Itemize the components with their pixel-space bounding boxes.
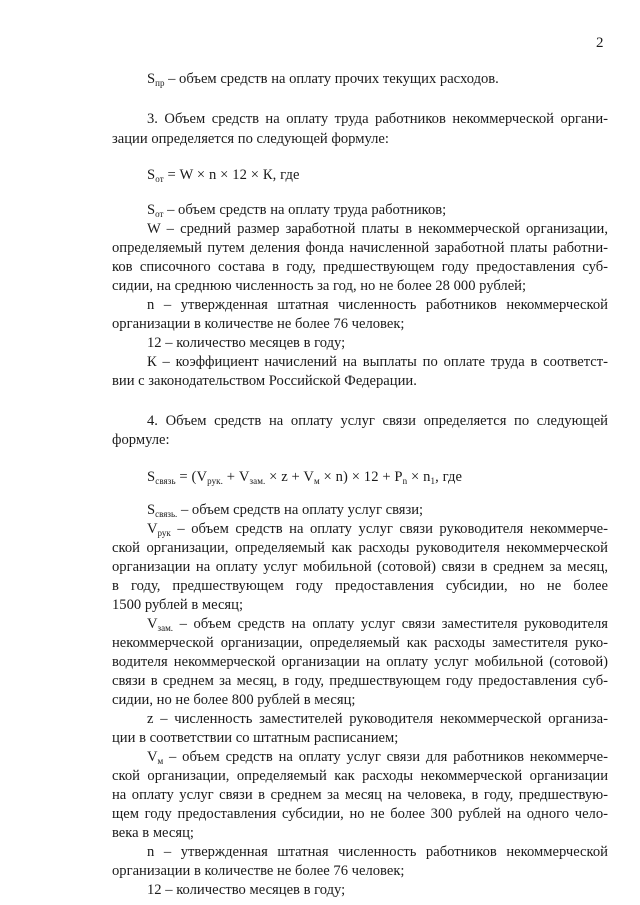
def-v-zam-line2: некоммерческой организации, определяемый как расходы заместителя руко- bbox=[112, 635, 608, 651]
def-v-m-line3: на оплату услуг связи в среднем за месяц на человека, в году, предшествую- bbox=[112, 787, 608, 803]
def-n-line1: n – утвержденная штатная численность работников некоммерческой bbox=[147, 297, 608, 313]
def-w-line3: ков списочного состава в году, предшествующем году предоставления суб- bbox=[112, 259, 608, 275]
def-w-line2: определяемый путем деления фонда начисленной заработной платы работни- bbox=[112, 240, 608, 256]
def-k-line1: К – коэффициент начислений на выплаты по оплате труда в соответст- bbox=[147, 354, 608, 370]
def-v-ruk-line4: в году, предшествующем году предоставления субсидии, но не более bbox=[112, 578, 608, 594]
def-s-ot: $S_{от}$ – объем средств на оплату труда работников; bbox=[147, 202, 447, 219]
def-12: 12 – количество месяцев в году; bbox=[147, 335, 346, 351]
def-w-line4: сидии, на среднюю численность за год, но не более 28 000 рублей; bbox=[112, 278, 527, 294]
def-v-ruk-line5: 1500 рублей в месяц; bbox=[112, 597, 243, 613]
def-v-ruk-line2: ской организации, определяемый как расходы руководителя некоммерческой bbox=[112, 540, 608, 556]
def-v-m-line5: века в месяц; bbox=[112, 825, 194, 841]
def-k-line2: вии с законодательством Российской Федерации. bbox=[112, 373, 417, 389]
def-n-line2: организации в количестве не более 76 человек; bbox=[112, 316, 405, 332]
item3-line2: зации определяется по следующей формуле: bbox=[112, 131, 389, 147]
def-v-zam-line4: связи в среднем за месяц, в году, предшествующем году предоставления суб- bbox=[112, 673, 608, 689]
def-v-ruk-line3: организации на оплату услуг мобильной (сотовой) связи в среднем за месяц, bbox=[112, 559, 608, 575]
def-v-m-line1: $V_м$ – объем средств на оплату услуг связи для работников некоммерче- bbox=[147, 749, 608, 766]
def-w-line1: W – средний размер заработной платы в некоммерческой организации, bbox=[147, 221, 608, 237]
def-n2-line1: n – утвержденная штатная численность работников некоммерческой bbox=[147, 844, 608, 860]
def-12-2: 12 – количество месяцев в году; bbox=[147, 882, 346, 898]
item4-line2: формуле: bbox=[112, 432, 170, 448]
def-v-zam-line1: $V_{зам.}$ – объем средств на оплату услуг связи заместителя руководителя bbox=[147, 616, 608, 633]
def-s-svyaz: $S_{связь.}$ – объем средств на оплату услуг связи; bbox=[147, 502, 424, 519]
def-z-line1: z – численность заместителей руководителя некоммерческой организа- bbox=[147, 711, 608, 727]
item3-line1: 3. Объем средств на оплату труда работников некоммерческой органи- bbox=[147, 111, 608, 127]
item4-line1: 4. Объем средств на оплату услуг связи определяется по следующей bbox=[147, 413, 608, 429]
formula-s-svyaz: $S_{связь} = (V_{рук.} + V_{зам.} \times z + V_м \times n) \times 12 + P_n \times n_1$, где bbox=[147, 469, 463, 486]
def-v-m-line4: щем году предоставления субсидии, но не более 300 рублей на одного чело- bbox=[112, 806, 608, 822]
formula-s-ot: $S_{от} = W \times n \times 12 \times К$, где bbox=[147, 167, 300, 184]
def-v-zam-line5: сидии, но не более 800 рублей в месяц; bbox=[112, 692, 356, 708]
def-n2-line2: организации в количестве не более 76 человек; bbox=[112, 863, 405, 879]
s-pr-definition: $S_{пр}$ – объем средств на оплату прочих текущих расходов. bbox=[147, 71, 499, 88]
def-z-line2: ции в соответствии со штатным расписанием; bbox=[112, 730, 399, 746]
def-v-ruk-line1: $V_{рук}$ – объем средств на оплату услуг связи руководителя некоммерче- bbox=[147, 521, 608, 538]
def-v-m-line2: ской организации, определяемый как расходы некоммерческой организации bbox=[112, 768, 608, 784]
def-v-zam-line3: водителя некоммерческой организации на оплату услуг мобильной (сотовой) bbox=[112, 654, 608, 670]
page-number: 2 bbox=[596, 35, 604, 51]
